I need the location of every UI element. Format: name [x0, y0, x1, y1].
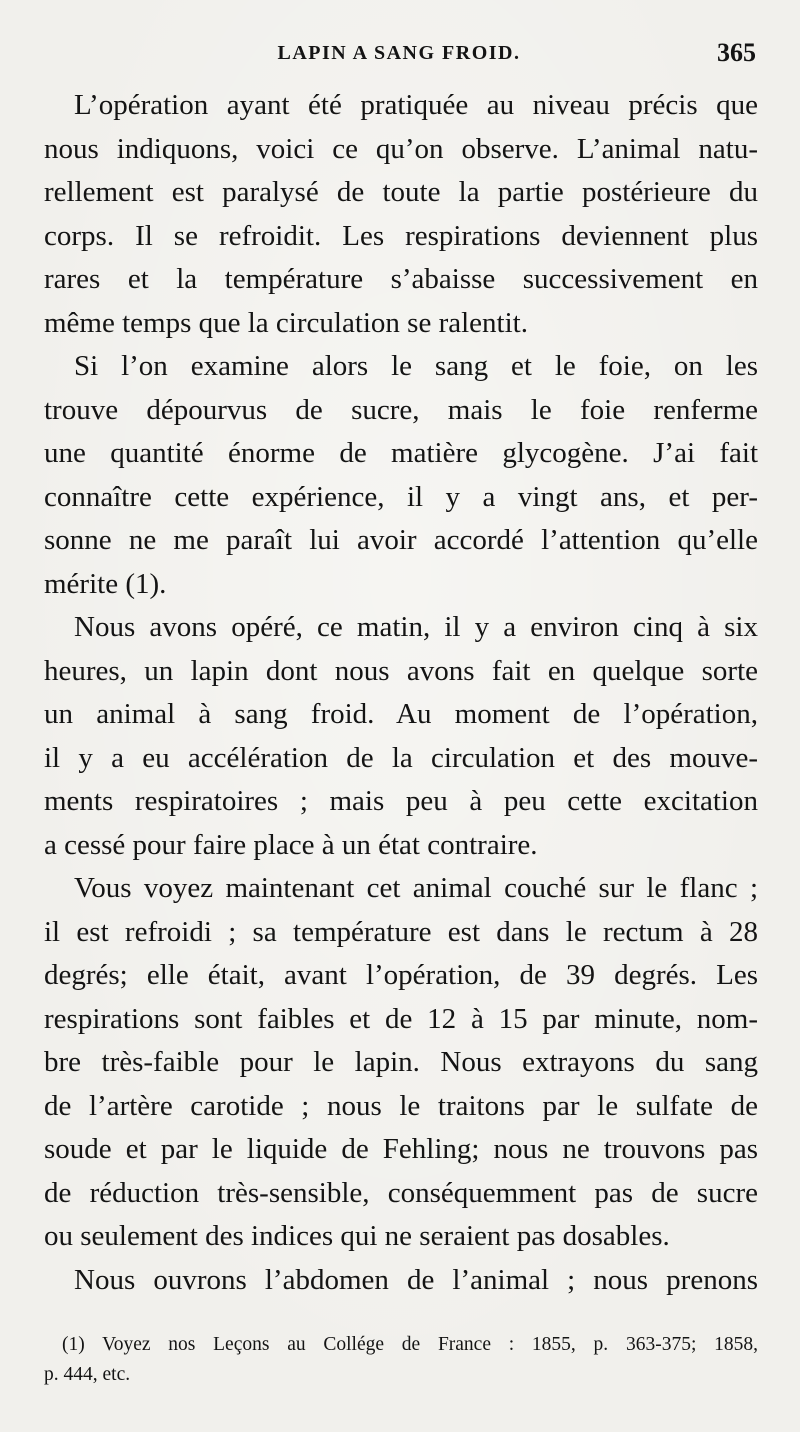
text-line: un animal à sang froid. Au moment de l’opération,	[44, 698, 758, 730]
text-line: il y a eu accélération de la circulation et des mouve-	[44, 741, 758, 774]
text-line: soude et par le liquide de Fehling; nous ne trouvons pas	[44, 1133, 758, 1165]
text-line: ou seulement des indices qui ne seraient pas dosables.	[44, 1220, 670, 1252]
text-line: de l’artère carotide ; nous le traitons par le sulfate de	[44, 1089, 758, 1122]
text-line: Nous avons opéré, ce matin, il y a environ cinq à six	[74, 611, 758, 643]
text-line: a cessé pour faire place à un état contraire.	[44, 828, 538, 861]
paragraph-4	[44, 867, 758, 1259]
text-line: rellement est paralysé de toute la partie postérieure du	[44, 176, 758, 208]
text-line: Si l’on examine alors le sang et le foie, on les	[74, 350, 758, 382]
text-line: respirations sont faibles et de 12 à 15 par minute, nom-	[44, 1002, 758, 1035]
text-line: sonne ne me paraît lui avoir accordé l’attention qu’elle	[44, 524, 758, 556]
text-line: ments respiratoires ; mais peu à peu cette excitation	[44, 785, 758, 817]
paragraph-5	[44, 1259, 758, 1303]
text-line: il est refroidi ; sa température est dans le rectum à 28	[44, 915, 758, 948]
text-line: bre très-faible pour le lapin. Nous extrayons du sang	[44, 1046, 758, 1078]
body-text	[44, 84, 758, 1302]
paragraph-1	[44, 84, 758, 345]
text-line: Vous voyez maintenant cet animal couché sur le flanc ;	[74, 872, 758, 904]
text-line: connaître cette expérience, il y a vingt ans, et per-	[44, 480, 758, 513]
text-line: trouve dépourvus de sucre, mais le foie renferme	[44, 393, 758, 426]
footnote	[44, 1330, 758, 1390]
footnote-line: p. 444, etc.	[44, 1364, 131, 1385]
text-line: de réduction très-sensible, conséquemment pas de sucre	[44, 1176, 758, 1209]
text-line: corps. Il se refroidit. Les respirations deviennent plus	[44, 219, 758, 252]
page-number: 365	[717, 38, 756, 67]
text-line: heures, un lapin dont nous avons fait en quelque sorte	[44, 654, 758, 687]
text-line: une quantité énorme de matière glycogène. J’ai fait	[44, 437, 758, 469]
text-line: même temps que la circulation se ralentit.	[44, 306, 528, 339]
text-line: mérite (1).	[44, 567, 167, 600]
running-head	[40, 38, 758, 72]
text-line: Nous ouvrons l’abdomen de l’animal ; nous prenons	[74, 1263, 758, 1296]
running-title: LAPIN A SANG FROID.	[277, 42, 521, 64]
text-line: degrés; elle était, avant l’opération, de 39 degrés. Les	[44, 959, 758, 991]
text-line: rares et la température s’abaisse successivement en	[44, 263, 758, 295]
paragraph-3	[44, 606, 758, 867]
footnote-line: (1) Voyez nos Leçons au Collége de France : 1855, p. 363-375; 1858,	[62, 1334, 758, 1355]
paragraph-2	[44, 345, 758, 606]
text-line: L’opération ayant été pratiquée au niveau précis que	[74, 89, 758, 121]
text-line: nous indiquons, voici ce qu’on observe. L’animal natu-	[44, 132, 758, 165]
